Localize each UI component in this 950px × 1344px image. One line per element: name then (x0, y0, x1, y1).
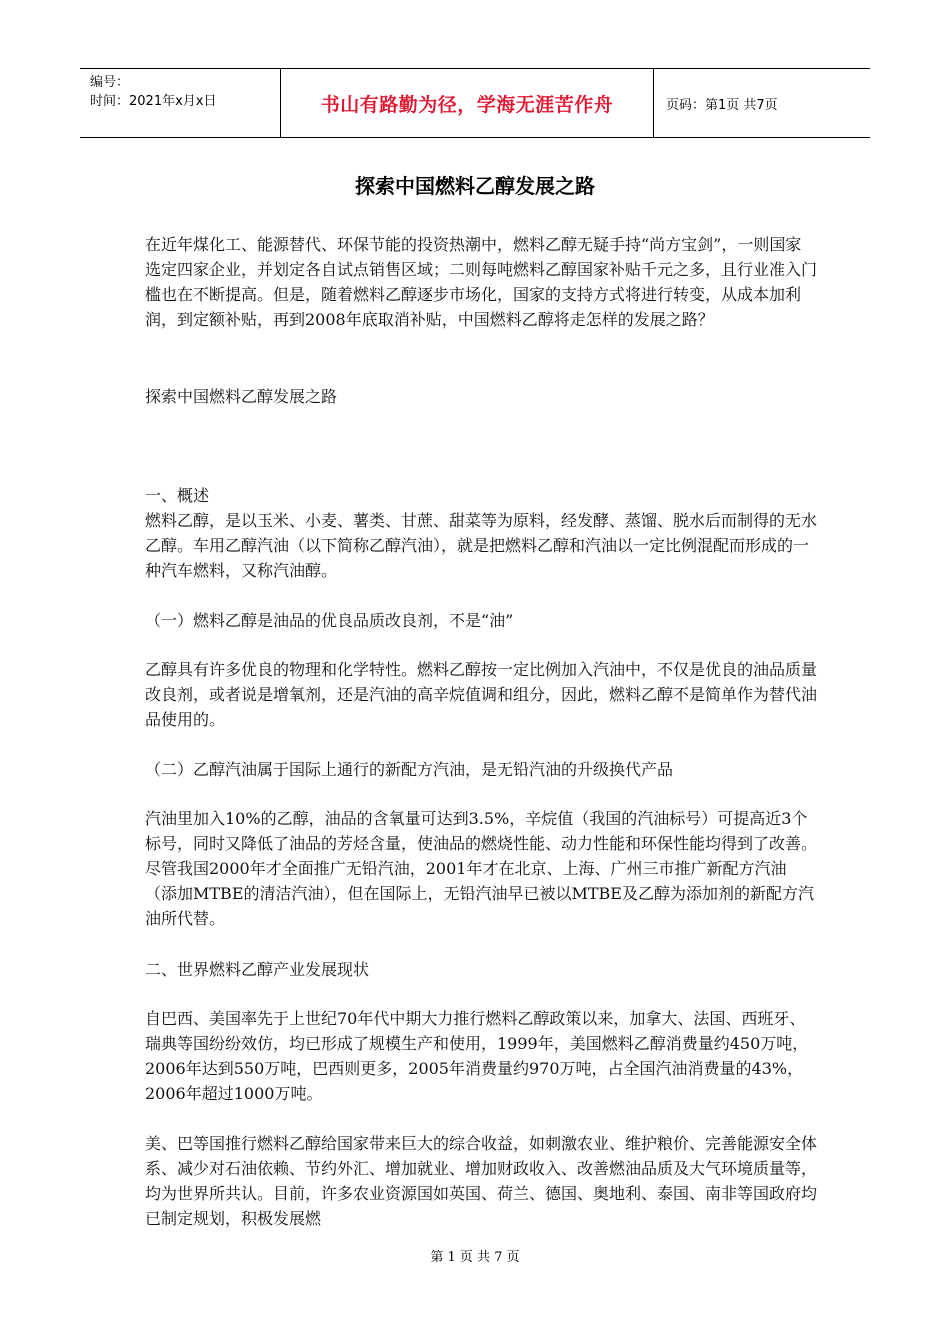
repeat-title: 探索中国燃料乙醇发展之路 (145, 387, 338, 406)
document-title: 探索中国燃料乙醇发展之路 (355, 174, 595, 198)
document-number-label: 编号： (90, 75, 130, 90)
section1-paragraph: 燃料乙醇，是以玉米、小麦、薯类、甘蔗、甜菜等为原料，经发酵、蒸馏、脱水后而制得的无水乙醇。车用乙醇汽油（以下简称乙醇汽油），就是把燃料乙醇和汽油以一定比例混配而形成的一种汽车燃料，又称汽油醇。 (145, 511, 818, 580)
section2-heading: 二、世界燃料乙醇产业发展现状 (145, 960, 370, 979)
page-header (80, 68, 870, 138)
subsection1-paragraph: 乙醇具有许多优良的物理和化学特性。燃料乙醇按一定比例加入汽油中，不仅是优良的油品质量改良剂，或者说是增氧剂，还是汽油的高辛烷值调和组分，因此，燃料乙醇不是简单作为替代油品使用的。 (145, 660, 818, 729)
header-page-info (654, 69, 870, 137)
subsection1-heading: （一）燃料乙醇是油品的优良品质改良剂，不是“油” (145, 611, 514, 630)
section2-paragraph-1: 自巴西、美国率先于上世纪70年代中期大力推行燃料乙醇政策以来，加拿大、法国、西班牙、瑞典等国纷纷效仿，均已形成了规模生产和使用，1999年，美国燃料乙醇消费量约450万吨，2006年达到550万吨，巴西则更多，2005年消费量约970万吨，占全国汽油消费量的43%，2006年超过1000万吨。 (145, 1009, 809, 1103)
document-time-label: 时间：2021年x月x日 (90, 94, 217, 109)
section2-paragraph-2: 美、巴等国推行燃料乙醇给国家带来巨大的综合收益，如刺激农业、维护粮价、完善能源安全体系、减少对石油依赖、节约外汇、增加就业、增加财政收入、改善燃油品质及大气环境质量等，均为世界所共认。目前，许多农业资源国如英国、荷兰、德国、奥地利、泰国、南非等国政府均已制定规划，积极发展燃 (145, 1134, 818, 1228)
section1-heading: 一、概述 (145, 486, 210, 505)
header-motto: 书山有路勤为径，学海无涯苦作舟 (320, 93, 614, 116)
page-info-text: 页码：第1页 共7页 (666, 97, 778, 113)
subsection2-paragraph: 汽油里加入10%的乙醇，油品的含氧量可达到3.5%，辛烷值（我国的汽油标号）可提高近3个标号，同时又降低了油品的芳烃含量，使油品的燃烧性能、动力性能和环保性能均得到了改善。尽管我国2000年才全面推广无铅汽油，2001年才在北京、上海、广州三市推广新配方汽油（添加MTBE的清洁汽油），但在国际上，无铅汽油早已被以MTBE及乙醇为添加剂的新配方汽油所代替。 (145, 809, 818, 928)
subsection2-heading: （二）乙醇汽油属于国际上通行的新配方汽油，是无铅汽油的升级换代产品 (145, 760, 674, 779)
header-motto-cell (280, 69, 654, 137)
intro-paragraph: 在近年煤化工、能源替代、环保节能的投资热潮中，燃料乙醇无疑手持“尚方宝剑”，一则国家选定四家企业，并划定各自试点销售区域；二则每吨燃料乙醇国家补贴千元之多，且行业准入门槛也在不断提高。但是，随着燃料乙醇逐步市场化，国家的支持方式将进行转变，从成本加利润，到定额补贴，再到2008年底取消补贴，中国燃料乙醇将走怎样的发展之路？ (145, 235, 818, 329)
page-footer: 第 1 页 共 7 页 (430, 1250, 520, 1265)
header-meta (80, 69, 280, 137)
